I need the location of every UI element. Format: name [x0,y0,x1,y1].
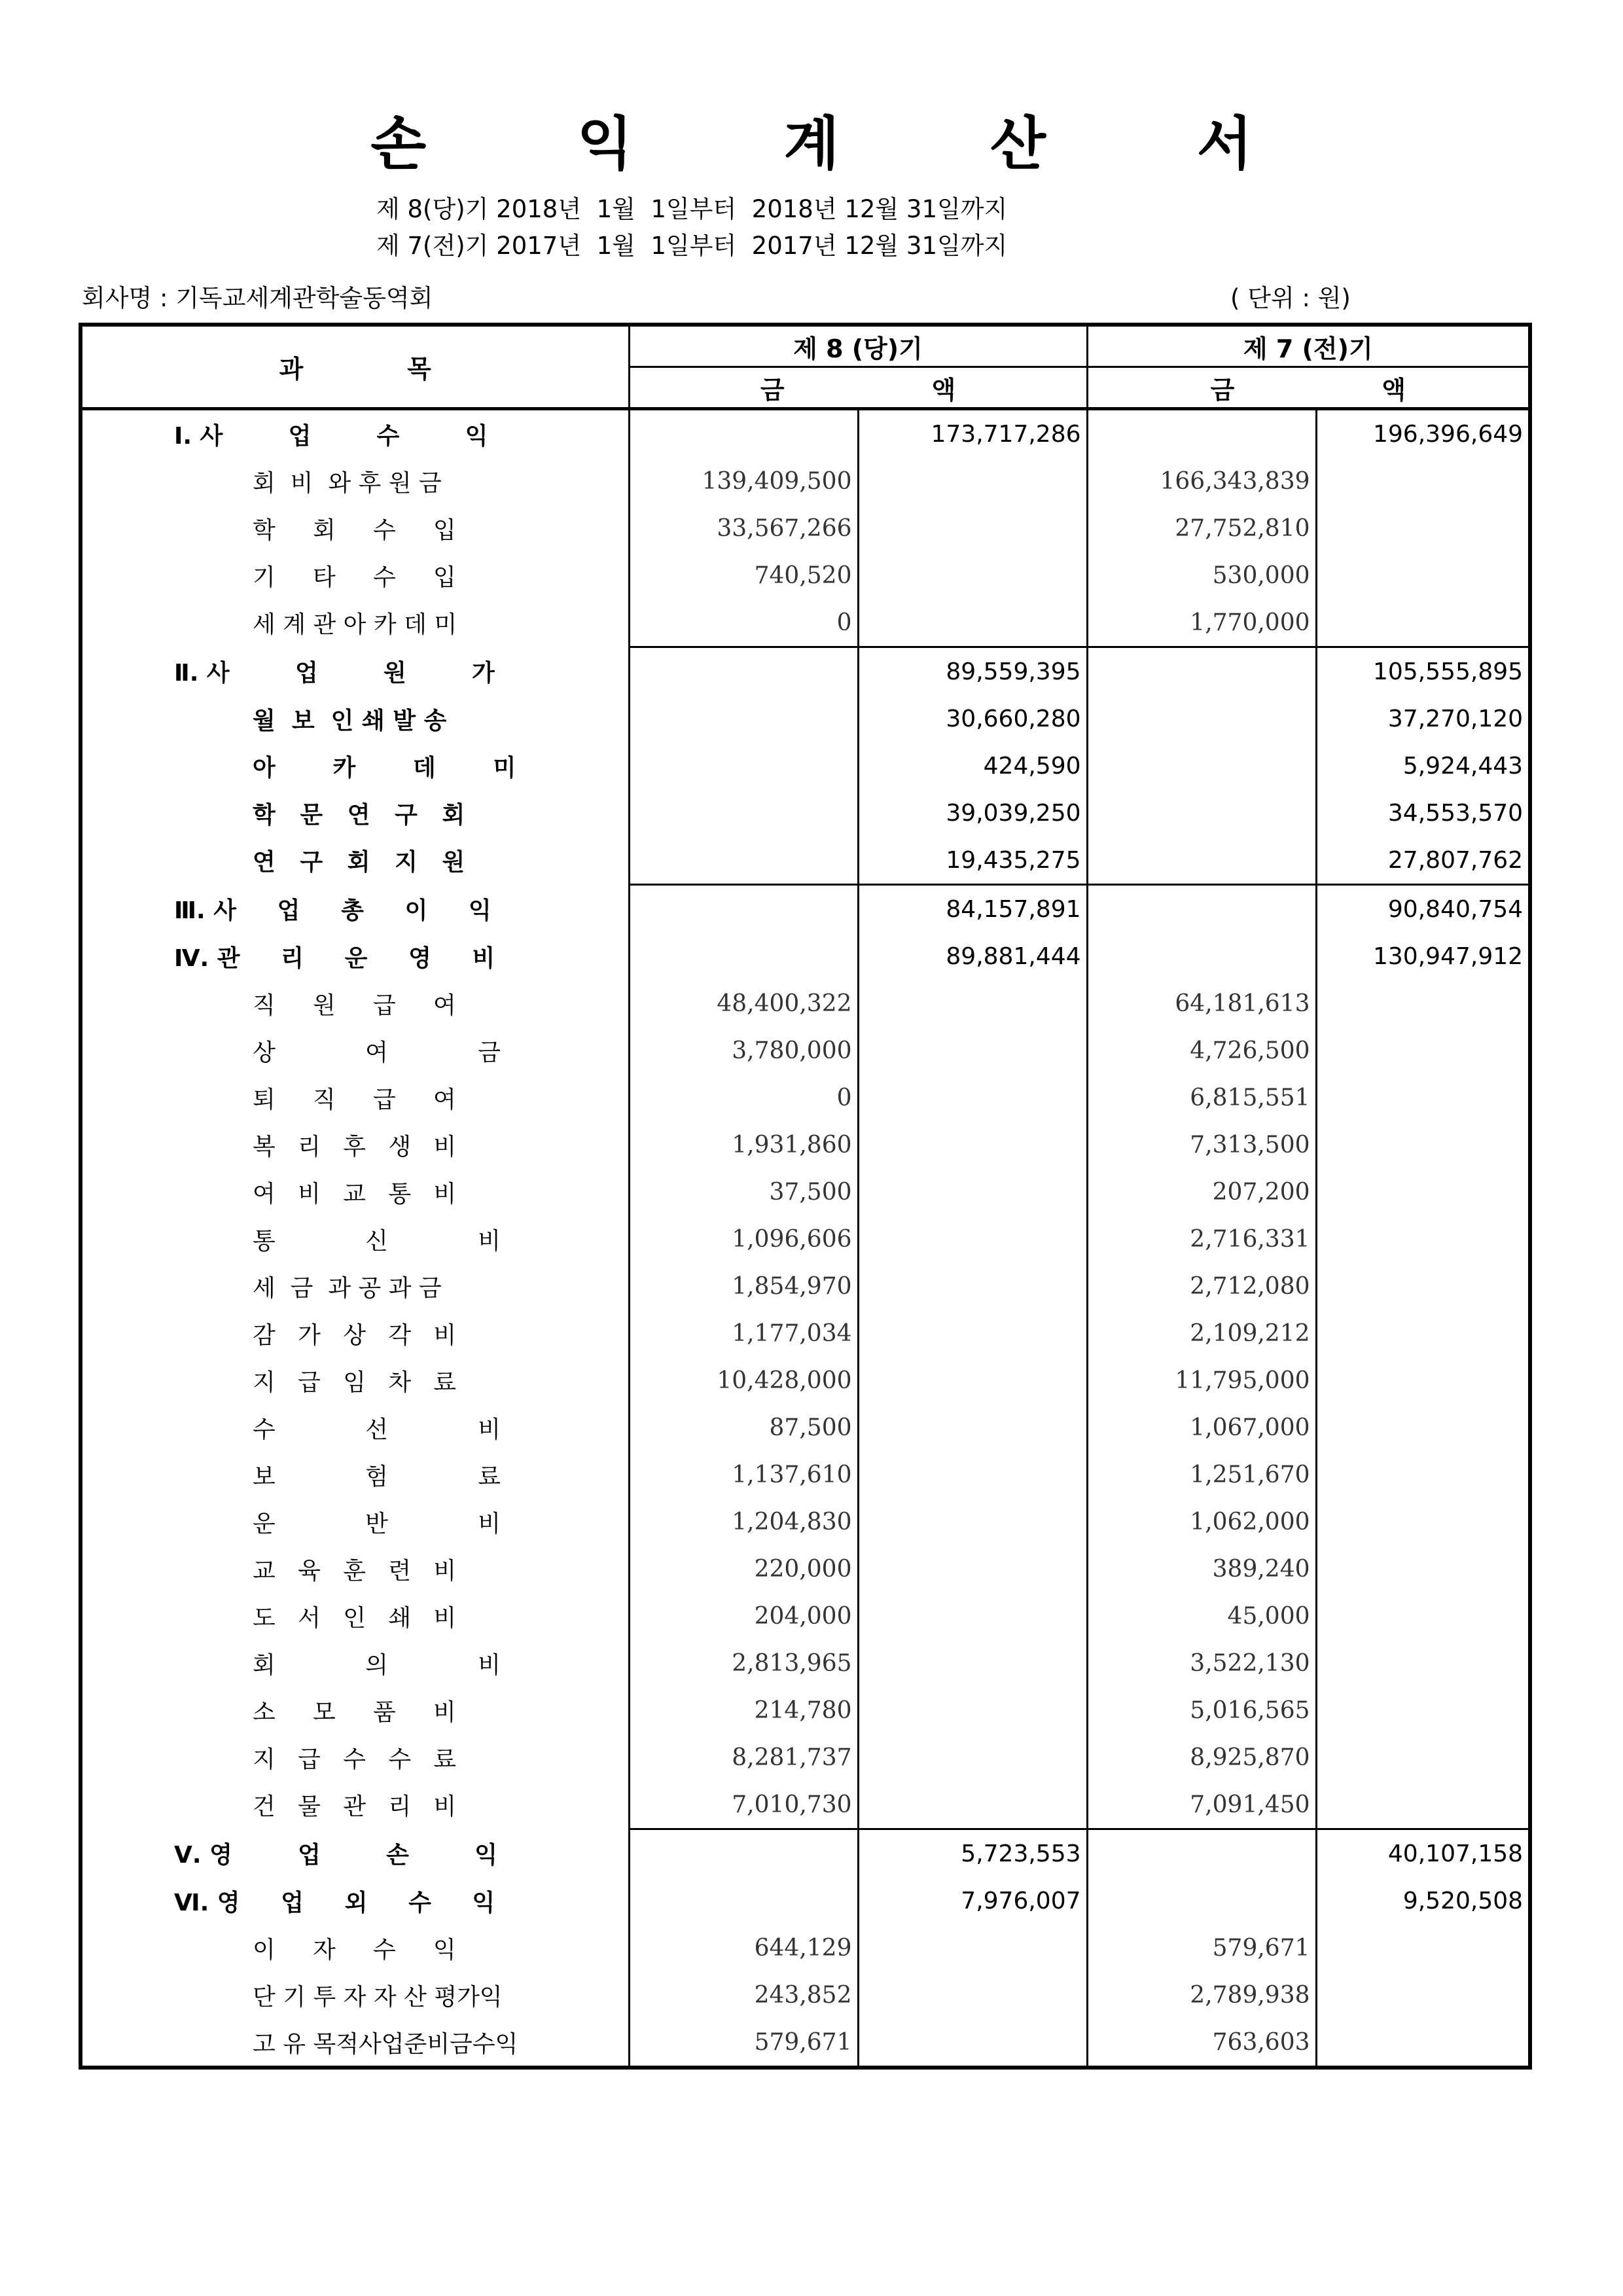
detail-amount: 214,780 [629,1687,858,1734]
detail-amount [629,1877,858,1924]
unit-label: ( 단위 : 원) [1230,284,1351,312]
total-amount [858,1451,1087,1498]
row-subject: 도 서 인 쇄 비 [80,1592,629,1640]
detail-amount: 1,137,610 [629,1451,858,1498]
detail-amount [1087,695,1316,742]
row-subject: 상 여 금 [80,1027,629,1074]
total-amount: 9,520,508 [1316,1877,1530,1924]
table-row [80,1027,1530,1074]
table-row [80,1404,1530,1451]
row-subject: Ⅲ. 사 업 총 이 익 [80,885,629,933]
total-amount [858,1074,1087,1121]
table-row [80,1263,1530,1310]
row-subject: Ⅴ. 영 업 손 익 [80,1829,629,1878]
document-title: 손 익 계 산 서 [370,110,1318,177]
detail-amount [1087,1829,1316,1878]
detail-amount [629,789,858,836]
detail-amount: 10,428,000 [629,1357,858,1404]
total-amount: 5,723,553 [858,1829,1087,1878]
detail-amount: 1,204,830 [629,1498,858,1545]
detail-amount: 579,671 [629,2018,858,2068]
row-subject: 세 계 관 아 카 데 미 [80,599,629,647]
table-row [80,1924,1530,1971]
header-prior-period: 제 7 (전)기 [1087,325,1530,367]
table-row [80,2018,1530,2068]
row-subject: 연 구 회 지 원 [80,836,629,885]
detail-amount: 530,000 [1087,552,1316,599]
detail-amount: 2,109,212 [1087,1310,1316,1357]
detail-amount: 33,567,266 [629,505,858,552]
detail-amount: 740,520 [629,552,858,599]
header-current-period: 제 8 (당)기 [629,325,1087,367]
table-row [80,647,1530,696]
table-row [80,1545,1530,1592]
row-subject: 월 보 인 쇄 발 송 [80,695,629,742]
row-subject: 고 유 목적사업준비금수익 [80,2018,629,2068]
statement-rows [80,409,1530,2068]
row-subject: 기 타 수 입 [80,552,629,599]
table-row [80,1640,1530,1687]
detail-amount: 48,400,322 [629,980,858,1027]
detail-amount: 3,780,000 [629,1027,858,1074]
detail-amount: 8,281,737 [629,1734,858,1781]
detail-amount: 1,931,860 [629,1121,858,1168]
total-amount [1316,1357,1530,1404]
detail-amount: 6,815,551 [1087,1074,1316,1121]
detail-amount: 166,343,839 [1087,457,1316,505]
detail-amount: 1,251,670 [1087,1451,1316,1498]
row-subject: Ⅰ. 사 업 수 익 [80,409,629,458]
total-amount [1316,1687,1530,1734]
total-amount: 27,807,762 [1316,836,1530,885]
total-amount [858,2018,1087,2068]
detail-amount [629,1829,858,1878]
detail-amount: 579,671 [1087,1924,1316,1971]
detail-amount: 2,789,938 [1087,1971,1316,2018]
period-lines [376,191,1007,264]
total-amount [858,980,1087,1027]
total-amount: 196,396,649 [1316,409,1530,458]
detail-amount: 2,712,080 [1087,1263,1316,1310]
table-row [80,1734,1530,1781]
detail-amount: 0 [629,1074,858,1121]
detail-amount: 1,096,606 [629,1215,858,1263]
total-amount [1316,1924,1530,1971]
table-row [80,742,1530,789]
total-amount [858,1498,1087,1545]
total-amount [1316,1734,1530,1781]
total-amount [1316,1263,1530,1310]
table-row [80,1877,1530,1924]
detail-amount [1087,647,1316,696]
total-amount: 30,660,280 [858,695,1087,742]
table-row [80,1971,1530,2018]
total-amount [1316,1781,1530,1829]
header-current-amount: 금 액 [629,367,1087,409]
detail-amount [629,836,858,885]
total-amount [1316,599,1530,647]
total-amount: 40,107,158 [1316,1829,1530,1878]
detail-amount [629,742,858,789]
total-amount [858,1592,1087,1640]
row-subject: 학 문 연 구 회 [80,789,629,836]
total-amount: 37,270,120 [1316,695,1530,742]
detail-amount [1087,409,1316,458]
table-row [80,505,1530,552]
detail-amount: 45,000 [1087,1592,1316,1640]
detail-amount: 7,313,500 [1087,1121,1316,1168]
detail-amount: 139,409,500 [629,457,858,505]
detail-amount: 8,925,870 [1087,1734,1316,1781]
table-row [80,1687,1530,1734]
table-row [80,1074,1530,1121]
detail-amount: 763,603 [1087,2018,1316,2068]
total-amount [858,1924,1087,1971]
table-row [80,1592,1530,1640]
detail-amount: 7,091,450 [1087,1781,1316,1829]
total-amount: 105,555,895 [1316,647,1530,696]
total-amount [1316,1640,1530,1687]
detail-amount [1087,1877,1316,1924]
table-row [80,1829,1530,1878]
row-subject: 이 자 수 익 [80,1924,629,1971]
detail-amount [629,885,858,933]
detail-amount: 3,522,130 [1087,1640,1316,1687]
detail-amount: 220,000 [629,1545,858,1592]
row-subject: Ⅵ. 영 업 외 수 익 [80,1877,629,1924]
detail-amount [1087,789,1316,836]
total-amount [1316,1404,1530,1451]
total-amount [1316,1310,1530,1357]
row-subject: 감 가 상 각 비 [80,1310,629,1357]
detail-amount: 243,852 [629,1971,858,2018]
row-subject: 보 험 료 [80,1451,629,1498]
table-row [80,836,1530,885]
detail-amount: 389,240 [1087,1545,1316,1592]
row-subject: 지 급 수 수 료 [80,1734,629,1781]
detail-amount: 87,500 [629,1404,858,1451]
total-amount: 39,039,250 [858,789,1087,836]
table-row [80,980,1530,1027]
header-prior-amount: 금 액 [1087,367,1530,409]
detail-amount: 2,716,331 [1087,1215,1316,1263]
row-subject: 아 카 데 미 [80,742,629,789]
detail-amount [1087,933,1316,980]
total-amount [858,599,1087,647]
total-amount [1316,1168,1530,1215]
total-amount: 5,924,443 [1316,742,1530,789]
total-amount [1316,1027,1530,1074]
detail-amount: 644,129 [629,1924,858,1971]
total-amount: 89,881,444 [858,933,1087,980]
total-amount: 89,559,395 [858,647,1087,696]
total-amount: 424,590 [858,742,1087,789]
current-period: 제 8(당)기 2018년 1월 1일부터 2018년 12월 31일까지 [376,195,1008,223]
total-amount [858,1215,1087,1263]
total-amount [858,1404,1087,1451]
detail-amount [629,933,858,980]
detail-amount: 1,854,970 [629,1263,858,1310]
table-row [80,409,1530,458]
total-amount [858,457,1087,505]
row-subject: 지 급 임 차 료 [80,1357,629,1404]
table-row [80,1121,1530,1168]
total-amount [858,552,1087,599]
total-amount [1316,552,1530,599]
table-row [80,552,1530,599]
row-subject: 교 육 훈 련 비 [80,1545,629,1592]
total-amount: 84,157,891 [858,885,1087,933]
row-subject: 단 기 투 자 자 산 평가익 [80,1971,629,2018]
total-amount [1316,1592,1530,1640]
total-amount [858,1310,1087,1357]
table-row [80,1168,1530,1215]
detail-amount: 27,752,810 [1087,505,1316,552]
row-subject: 건 물 관 리 비 [80,1781,629,1829]
total-amount [858,505,1087,552]
detail-amount: 11,795,000 [1087,1357,1316,1404]
row-subject: Ⅱ. 사 업 원 가 [80,647,629,696]
table-row [80,457,1530,505]
row-subject: 퇴 직 급 여 [80,1074,629,1121]
table-row [80,885,1530,933]
total-amount [858,1971,1087,2018]
row-subject: 학 회 수 입 [80,505,629,552]
row-subject: 운 반 비 [80,1498,629,1545]
row-subject: 수 선 비 [80,1404,629,1451]
total-amount [1316,1074,1530,1121]
detail-amount: 5,016,565 [1087,1687,1316,1734]
row-subject: Ⅳ. 관 리 운 영 비 [80,933,629,980]
detail-amount: 37,500 [629,1168,858,1215]
total-amount: 34,553,570 [1316,789,1530,836]
detail-amount [629,409,858,458]
total-amount [1316,1215,1530,1263]
total-amount [858,1781,1087,1829]
total-amount: 173,717,286 [858,409,1087,458]
total-amount: 19,435,275 [858,836,1087,885]
detail-amount: 2,813,965 [629,1640,858,1687]
table-row [80,695,1530,742]
total-amount [1316,1121,1530,1168]
total-amount [1316,980,1530,1027]
table-row [80,933,1530,980]
table-row [80,1357,1530,1404]
detail-amount [629,647,858,696]
total-amount: 7,976,007 [858,1877,1087,1924]
detail-amount [1087,836,1316,885]
table-row [80,1451,1530,1498]
total-amount [1316,1971,1530,2018]
table-row [80,1781,1530,1829]
detail-amount: 204,000 [629,1592,858,1640]
total-amount [858,1687,1087,1734]
detail-amount: 0 [629,599,858,647]
detail-amount [1087,885,1316,933]
detail-amount: 1,770,000 [1087,599,1316,647]
total-amount [1316,505,1530,552]
table-row [80,599,1530,647]
detail-amount: 207,200 [1087,1168,1316,1215]
detail-amount: 64,181,613 [1087,980,1316,1027]
table-row [80,1310,1530,1357]
detail-amount: 1,062,000 [1087,1498,1316,1545]
detail-amount [629,695,858,742]
table-row [80,789,1530,836]
total-amount [1316,2018,1530,2068]
total-amount: 90,840,754 [1316,885,1530,933]
total-amount [858,1357,1087,1404]
table-row [80,1215,1530,1263]
row-subject: 소 모 품 비 [80,1687,629,1734]
prior-period: 제 7(전)기 2017년 1월 1일부터 2017년 12월 31일까지 [376,232,1008,260]
total-amount [858,1545,1087,1592]
total-amount: 130,947,912 [1316,933,1530,980]
total-amount [858,1263,1087,1310]
income-statement-table [79,323,1532,2070]
row-subject: 세 금 과 공 과 금 [80,1263,629,1310]
total-amount [1316,1545,1530,1592]
company-name: 회사명 : 기독교세계관학술동역회 [82,284,433,312]
detail-amount: 1,177,034 [629,1310,858,1357]
total-amount [1316,1498,1530,1545]
detail-amount [1087,742,1316,789]
total-amount [1316,1451,1530,1498]
row-subject: 직 원 급 여 [80,980,629,1027]
row-subject: 통 신 비 [80,1215,629,1263]
row-subject: 회 비 와 후 원 금 [80,457,629,505]
total-amount [858,1640,1087,1687]
row-subject: 회 의 비 [80,1640,629,1687]
row-subject: 여 비 교 통 비 [80,1168,629,1215]
total-amount [1316,457,1530,505]
detail-amount: 4,726,500 [1087,1027,1316,1074]
row-subject: 복 리 후 생 비 [80,1121,629,1168]
detail-amount: 1,067,000 [1087,1404,1316,1451]
table-row [80,1498,1530,1545]
total-amount [858,1734,1087,1781]
total-amount [858,1027,1087,1074]
detail-amount: 7,010,730 [629,1781,858,1829]
total-amount [858,1168,1087,1215]
header-subject: 과 목 [80,325,629,409]
total-amount [858,1121,1087,1168]
